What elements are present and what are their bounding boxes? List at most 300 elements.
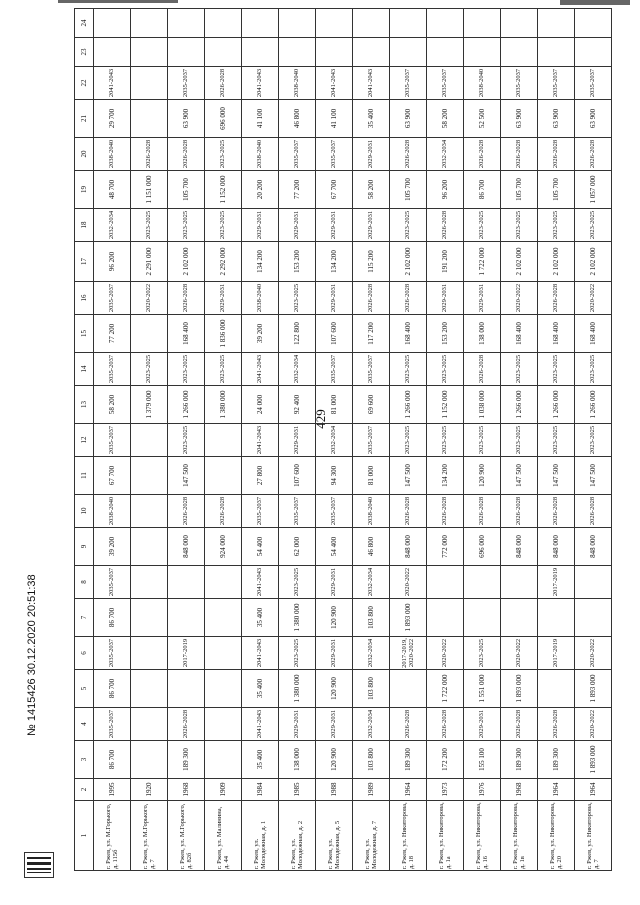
cost-cell: 39 200 (242, 315, 279, 353)
address-cell: г. Ржев, ул. Молодежная, д. 7 (353, 801, 390, 871)
year-cell: 1984 (242, 779, 279, 801)
period-cell (242, 9, 279, 38)
address-cell: г. Ржев, ул. Никиторова, д. 7 (575, 801, 612, 871)
cost-cell: 168 400 (390, 315, 427, 353)
period-cell: 2026-2028 (427, 495, 464, 528)
cost-cell: 138 000 (464, 315, 501, 353)
period-cell: 2023-2025 (205, 138, 242, 171)
cost-cell: 27 800 (242, 457, 279, 495)
cost-cell: 77 200 (279, 171, 316, 209)
header-cell: 13 (75, 386, 94, 424)
period-cell: 2035-2037 (168, 67, 205, 100)
period-cell (205, 9, 242, 38)
cost-cell: 107 600 (316, 315, 353, 353)
period-cell (427, 566, 464, 599)
cost-cell (575, 38, 612, 67)
rotated-table-container (74, 19, 600, 871)
cost-cell (501, 599, 538, 637)
year-cell: 1920 (131, 779, 168, 801)
address-cell: г. Ржев, ул. Малинина, д. 44 (205, 801, 242, 871)
cost-cell (94, 38, 131, 67)
header-cell: 23 (75, 38, 94, 67)
period-cell: 2041-2043 (242, 708, 279, 741)
period-cell: 2026-2028 (575, 495, 612, 528)
period-cell: 2023-2025 (131, 209, 168, 242)
period-cell: 2023-2025 (464, 424, 501, 457)
cost-cell: 2 102 000 (575, 242, 612, 282)
period-cell: 2029-2031 (316, 708, 353, 741)
table-row (464, 9, 501, 871)
cost-cell (205, 670, 242, 708)
cost-cell: 2 102 000 (538, 242, 575, 282)
table-row (353, 9, 390, 871)
cost-cell: 96 200 (94, 242, 131, 282)
period-cell: 2023-2025 (427, 424, 464, 457)
period-cell: 2041-2043 (94, 67, 131, 100)
period-cell (464, 9, 501, 38)
page-number: 429 (313, 409, 328, 429)
cost-cell: 191 200 (427, 242, 464, 282)
period-cell: 2038-2040 (242, 138, 279, 171)
cost-cell: 105 700 (168, 171, 205, 209)
period-cell: 2029-2031 (279, 708, 316, 741)
period-cell (501, 566, 538, 599)
cost-cell: 1 057 000 (575, 171, 612, 209)
period-cell: 2023-2025 (168, 209, 205, 242)
period-cell: 2038-2040 (464, 67, 501, 100)
period-cell: 2020-2022 (131, 282, 168, 315)
header-cell: 10 (75, 495, 94, 528)
cost-cell (316, 38, 353, 67)
cost-cell: 48 700 (94, 171, 131, 209)
cost-cell: 94 300 (316, 457, 353, 495)
period-cell (575, 566, 612, 599)
period-cell: 2026-2028 (538, 495, 575, 528)
cost-cell: 67 700 (316, 171, 353, 209)
cost-cell: 848 000 (575, 528, 612, 566)
year-cell: 1973 (427, 779, 464, 801)
period-cell: 2026-2028 (464, 353, 501, 386)
cost-cell (205, 599, 242, 637)
period-cell: 2029-2031 (316, 566, 353, 599)
cost-cell: 189 300 (538, 741, 575, 779)
address-cell: г. Ржев, ул. М.Горького, д. 82б (168, 801, 205, 871)
period-cell: 2026-2028 (168, 138, 205, 171)
table-row (501, 9, 538, 871)
period-cell (168, 566, 205, 599)
header-cell: 22 (75, 67, 94, 100)
period-cell: 2035-2037 (316, 495, 353, 528)
cost-cell: 105 700 (501, 171, 538, 209)
table-row (94, 9, 131, 871)
period-cell: 2035-2037 (279, 138, 316, 171)
cost-cell: 1 380 000 (205, 386, 242, 424)
cost-cell: 147 500 (538, 457, 575, 495)
cost-cell: 168 400 (575, 315, 612, 353)
address-cell: г. Ржев, ул. М.Горького, д. 115б (94, 801, 131, 871)
period-cell: 2032-2034 (279, 353, 316, 386)
header-cell: 9 (75, 528, 94, 566)
period-cell: 2026-2028 (168, 495, 205, 528)
cost-cell: 67 700 (94, 457, 131, 495)
table-row (427, 9, 464, 871)
cost-cell: 58 200 (427, 100, 464, 138)
period-cell: 2023-2025 (464, 637, 501, 670)
period-cell: 2023-2025 (575, 424, 612, 457)
cost-cell (168, 599, 205, 637)
cost-cell: 52 500 (464, 100, 501, 138)
period-cell: 2035-2037 (94, 424, 131, 457)
cost-cell (131, 457, 168, 495)
table-row (168, 9, 205, 871)
period-cell: 2035-2037 (94, 353, 131, 386)
period-cell: 2026-2028 (464, 138, 501, 171)
cost-cell: 772 000 (427, 528, 464, 566)
cost-cell: 2 291 000 (131, 242, 168, 282)
year-cell: 1968 (501, 779, 538, 801)
period-cell: 2029-2031 (353, 138, 390, 171)
cost-cell: 81 000 (316, 386, 353, 424)
cost-cell (279, 38, 316, 67)
year-cell: 1968 (168, 779, 205, 801)
cost-cell (131, 38, 168, 67)
cost-cell (168, 38, 205, 67)
cost-cell (427, 38, 464, 67)
table-row (242, 9, 279, 871)
year-cell: 1995 (94, 779, 131, 801)
table-row (205, 9, 242, 871)
cost-cell: 63 900 (390, 100, 427, 138)
cost-cell: 134 200 (316, 242, 353, 282)
cost-cell: 153 200 (427, 315, 464, 353)
header-cell: 3 (75, 741, 94, 779)
cost-cell (390, 670, 427, 708)
cost-cell: 168 400 (168, 315, 205, 353)
cost-cell: 924 000 (205, 528, 242, 566)
cost-cell: 2 102 000 (390, 242, 427, 282)
period-cell (316, 9, 353, 38)
cost-cell: 120 900 (464, 457, 501, 495)
period-cell (205, 566, 242, 599)
period-cell: 2023-2025 (538, 424, 575, 457)
header-cell: 1 (75, 801, 94, 871)
period-cell: 2020-2022 (501, 637, 538, 670)
period-cell: 2035-2037 (279, 495, 316, 528)
period-cell (205, 424, 242, 457)
table-row (279, 9, 316, 871)
table-row (316, 9, 353, 871)
period-cell: 2035-2037 (538, 67, 575, 100)
period-cell: 2026-2028 (168, 282, 205, 315)
period-cell: 2029-2031 (316, 637, 353, 670)
period-cell: 2035-2037 (94, 566, 131, 599)
cost-cell: 35 400 (242, 599, 279, 637)
cost-cell: 1 722 000 (464, 242, 501, 282)
table-row (538, 9, 575, 871)
cost-cell: 147 500 (390, 457, 427, 495)
cost-cell: 1 893 000 (575, 741, 612, 779)
period-cell: 2035-2037 (316, 353, 353, 386)
cost-cell: 153 200 (279, 242, 316, 282)
period-cell: 2035-2037 (94, 708, 131, 741)
period-cell: 2038-2040 (94, 138, 131, 171)
period-cell: 2023-2025 (390, 424, 427, 457)
cost-cell: 1 380 000 (279, 599, 316, 637)
period-cell: 2035-2037 (501, 67, 538, 100)
period-cell (94, 9, 131, 38)
cost-cell (205, 457, 242, 495)
cost-cell: 848 000 (168, 528, 205, 566)
year-cell: 1985 (279, 779, 316, 801)
capital-repair-table (74, 8, 612, 871)
cost-cell (464, 599, 501, 637)
cost-cell: 58 200 (353, 171, 390, 209)
cost-cell: 147 500 (168, 457, 205, 495)
period-cell: 2026-2028 (464, 495, 501, 528)
cost-cell: 39 200 (94, 528, 131, 566)
period-cell: 2020-2022 (501, 282, 538, 315)
header-cell: 11 (75, 457, 94, 495)
cost-cell: 107 600 (279, 457, 316, 495)
cost-cell: 35 400 (242, 741, 279, 779)
cost-cell: 41 100 (316, 100, 353, 138)
period-cell (353, 9, 390, 38)
period-cell: 2041-2043 (242, 67, 279, 100)
period-cell: 2023-2025 (501, 353, 538, 386)
period-cell: 2041-2043 (242, 424, 279, 457)
header-cell: 2 (75, 779, 94, 801)
cost-cell (575, 599, 612, 637)
cost-cell: 848 000 (501, 528, 538, 566)
header-cell: 19 (75, 171, 94, 209)
period-cell (131, 424, 168, 457)
period-cell: 2032-2034 (353, 566, 390, 599)
period-cell: 2023-2025 (538, 353, 575, 386)
cost-cell: 54 400 (316, 528, 353, 566)
period-cell: 2026-2028 (575, 138, 612, 171)
period-cell: 2029-2031 (279, 209, 316, 242)
cost-cell (131, 528, 168, 566)
cost-cell: 189 300 (390, 741, 427, 779)
cost-cell: 134 200 (242, 242, 279, 282)
scanner-logo-stamp (24, 852, 54, 878)
cost-cell: 147 500 (501, 457, 538, 495)
period-cell: 2029-2031 (427, 282, 464, 315)
year-cell: 1988 (316, 779, 353, 801)
period-cell: 2032-2034 (353, 637, 390, 670)
period-cell: 2026-2028 (501, 138, 538, 171)
cost-cell: 62 000 (279, 528, 316, 566)
period-cell: 2023-2025 (390, 209, 427, 242)
period-cell: 2035-2037 (94, 282, 131, 315)
cost-cell: 2 102 000 (501, 242, 538, 282)
period-cell: 2041-2043 (242, 353, 279, 386)
cost-cell: 86 700 (94, 741, 131, 779)
period-cell: 2017-2019 (168, 637, 205, 670)
period-cell: 2026-2028 (538, 282, 575, 315)
period-cell: 2035-2037 (427, 67, 464, 100)
document-table-area (74, 19, 600, 871)
cost-cell: 29 700 (94, 100, 131, 138)
cost-cell (390, 38, 427, 67)
period-cell: 2023-2025 (501, 424, 538, 457)
cost-cell: 103 800 (353, 741, 390, 779)
period-cell: 2029-2031 (316, 209, 353, 242)
period-cell (131, 637, 168, 670)
period-cell: 2041-2043 (242, 637, 279, 670)
cost-cell (131, 599, 168, 637)
cost-cell: 155 100 (464, 741, 501, 779)
cost-cell: 696 000 (205, 100, 242, 138)
period-cell: 2023-2025 (205, 353, 242, 386)
period-cell: 2026-2028 (427, 708, 464, 741)
period-cell: 2035-2037 (353, 424, 390, 457)
period-cell: 2023-2025 (205, 209, 242, 242)
period-cell: 2041-2043 (242, 566, 279, 599)
period-cell: 2020-2022 (427, 637, 464, 670)
cost-cell: 147 500 (575, 457, 612, 495)
period-cell: 2035-2037 (353, 353, 390, 386)
cost-cell: 35 400 (242, 670, 279, 708)
year-cell: 1989 (353, 779, 390, 801)
period-cell: 2038-2040 (353, 495, 390, 528)
cost-cell: 117 200 (353, 315, 390, 353)
cost-cell (538, 670, 575, 708)
period-cell: 2029-2031 (464, 282, 501, 315)
cost-cell: 168 400 (538, 315, 575, 353)
period-cell (131, 67, 168, 100)
period-cell: 2032-2034 (427, 138, 464, 171)
cost-cell: 115 200 (353, 242, 390, 282)
period-cell: 2035-2037 (390, 67, 427, 100)
period-cell: 2035-2037 (316, 138, 353, 171)
cost-cell: 1 152 000 (427, 386, 464, 424)
period-cell: 2038-2040 (279, 67, 316, 100)
address-cell: г. Ржев, ул. Никиторова, д. 20 (538, 801, 575, 871)
period-cell: 2029-2031 (242, 209, 279, 242)
period-cell (131, 495, 168, 528)
cost-cell (205, 38, 242, 67)
cost-cell: 1 266 000 (501, 386, 538, 424)
period-cell: 2035-2037 (575, 67, 612, 100)
cost-cell: 134 200 (427, 457, 464, 495)
period-cell: 2032-2034 (353, 708, 390, 741)
header-cell: 12 (75, 424, 94, 457)
period-cell: 2035-2037 (94, 637, 131, 670)
period-cell: 2029-2031 (205, 282, 242, 315)
cost-cell: 96 200 (427, 171, 464, 209)
period-cell: 2029-2031 (279, 424, 316, 457)
period-cell: 2026-2028 (427, 209, 464, 242)
header-row (75, 9, 94, 871)
cost-cell (464, 38, 501, 67)
cost-cell: 1 152 000 (205, 171, 242, 209)
table-body (75, 9, 612, 871)
header-cell: 15 (75, 315, 94, 353)
period-cell: 2023-2025 (575, 353, 612, 386)
cost-cell: 2 292 000 (205, 242, 242, 282)
period-cell: 2023-2025 (501, 209, 538, 242)
period-cell: 2023-2025 (131, 353, 168, 386)
header-cell: 17 (75, 242, 94, 282)
cost-cell: 63 900 (168, 100, 205, 138)
cost-cell: 138 000 (279, 741, 316, 779)
period-cell: 2026-2028 (390, 282, 427, 315)
cost-cell (131, 670, 168, 708)
period-cell: 2026-2028 (205, 67, 242, 100)
cost-cell (131, 315, 168, 353)
year-cell: 1909 (205, 779, 242, 801)
cost-cell: 105 700 (390, 171, 427, 209)
cost-cell (205, 741, 242, 779)
period-cell: 2023-2025 (427, 353, 464, 386)
cost-cell (131, 100, 168, 138)
period-cell: 2026-2028 (501, 708, 538, 741)
cost-cell: 2 102 000 (168, 242, 205, 282)
cost-cell: 105 700 (538, 171, 575, 209)
period-cell: 2035-2037 (242, 495, 279, 528)
cost-cell (538, 38, 575, 67)
period-cell: 2041-2043 (316, 67, 353, 100)
header-cell: 8 (75, 566, 94, 599)
address-cell: г. Ржев, ул. Молодежная, д. 5 (316, 801, 353, 871)
cost-cell (168, 670, 205, 708)
cost-cell: 1 893 000 (390, 599, 427, 637)
document-footer-id: № 1415426 30.12.2020 20:51:38 (26, 574, 38, 736)
cost-cell: 69 600 (353, 386, 390, 424)
address-cell: г. Ржев, ул. Никиторова, д. 1в (501, 801, 538, 871)
period-cell: 2032-2034 (316, 424, 353, 457)
cost-cell: 172 200 (427, 741, 464, 779)
period-cell: 2023-2025 (390, 353, 427, 386)
year-cell: 1964 (390, 779, 427, 801)
cost-cell: 54 400 (242, 528, 279, 566)
scan-edge-mark-right (560, 0, 630, 5)
cost-cell: 46 800 (279, 100, 316, 138)
address-cell: г. Ржев, ул. Никиторова, д. 16 (464, 801, 501, 871)
cost-cell (242, 38, 279, 67)
header-cell: 4 (75, 708, 94, 741)
period-cell (575, 9, 612, 38)
period-cell: 2026-2028 (538, 138, 575, 171)
cost-cell: 24 000 (242, 386, 279, 424)
cost-cell: 86 700 (94, 670, 131, 708)
address-cell: г. Ржев, ул. Молодежная, д. 2 (279, 801, 316, 871)
year-cell: 1964 (575, 779, 612, 801)
period-cell: 2038-2040 (242, 282, 279, 315)
period-cell (279, 9, 316, 38)
period-cell: 2020-2022 (575, 282, 612, 315)
period-cell: 2029-2031 (316, 282, 353, 315)
period-cell: 2026-2028 (390, 708, 427, 741)
table-row (575, 9, 612, 871)
table-row (131, 9, 168, 871)
cost-cell: 103 800 (353, 670, 390, 708)
period-cell (131, 708, 168, 741)
header-cell: 14 (75, 353, 94, 386)
year-cell: 1976 (464, 779, 501, 801)
period-cell: 2017-2019 (538, 637, 575, 670)
cost-cell: 77 200 (94, 315, 131, 353)
cost-cell: 696 000 (464, 528, 501, 566)
header-cell: 7 (75, 599, 94, 637)
period-cell: 2023-2025 (168, 353, 205, 386)
cost-cell (427, 599, 464, 637)
period-cell: 2020-2022 (575, 637, 612, 670)
period-cell: 2029-2031 (464, 708, 501, 741)
cost-cell (501, 38, 538, 67)
cost-cell: 35 400 (353, 100, 390, 138)
